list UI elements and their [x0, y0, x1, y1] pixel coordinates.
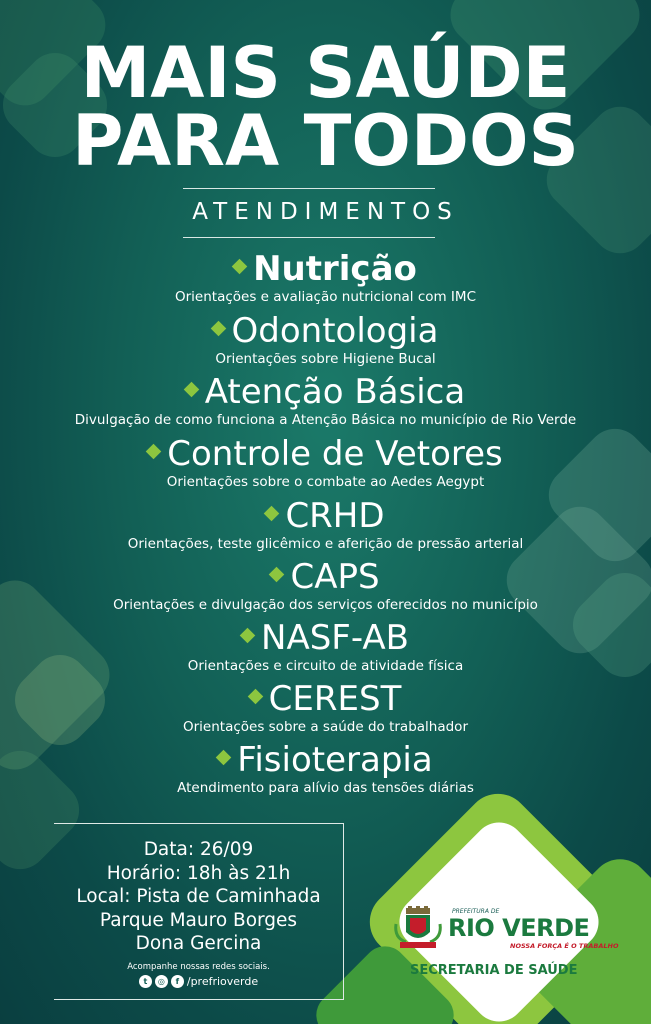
section-heading: ATENDIMENTOS	[192, 199, 459, 225]
bullet-diamond-icon	[146, 444, 162, 460]
logo-slogan: NOSSA FORÇA É O TRABALHO	[510, 942, 619, 950]
title-line-1: MAIS SAÚDE	[80, 32, 571, 114]
service-item	[0, 557, 651, 613]
city-crest-icon	[392, 906, 444, 950]
service-title	[0, 372, 651, 412]
service-name: CAPS	[290, 557, 380, 597]
service-title	[0, 434, 651, 474]
bullet-diamond-icon	[269, 567, 285, 583]
bullet-diamond-icon	[210, 321, 226, 337]
twitter-icon[interactable]: t	[139, 975, 152, 988]
social-invite-text: Acompanhe nossas redes sociais.	[127, 961, 270, 972]
bullet-diamond-icon	[240, 628, 256, 644]
bullet-diamond-icon	[183, 382, 199, 398]
event-place: Local: Pista de Caminhada	[76, 886, 321, 907]
instagram-icon[interactable]: ◎	[155, 975, 168, 988]
title-line-2: PARA TODOS	[72, 100, 579, 182]
logo-city-name: RIO VERDE	[448, 914, 590, 942]
service-name: CRHD	[285, 496, 385, 536]
service-title	[0, 679, 651, 719]
service-description: Orientações sobre o combate ao Aedes Aegypt	[166, 474, 485, 490]
service-item	[0, 372, 651, 428]
event-place-line-3: Dona Gercina	[135, 933, 262, 954]
event-place-line-2: Parque Mauro Borges	[99, 909, 298, 931]
service-title	[0, 740, 651, 780]
heading-top-rule	[183, 188, 435, 189]
service-description: Orientações e circuito de atividade física	[187, 658, 464, 674]
service-description: Orientações, teste glicêmico e aferição de pressão arterial	[127, 536, 524, 552]
service-title	[0, 557, 651, 597]
event-date: Data: 26/09	[143, 839, 254, 860]
service-name: Fisioterapia	[237, 740, 433, 780]
bullet-diamond-icon	[232, 259, 248, 275]
service-item	[0, 740, 651, 796]
service-item	[0, 434, 651, 490]
logo-department: SECRETARIA DE SAÚDE	[410, 963, 578, 978]
social-row	[54, 975, 343, 988]
service-name: Odontologia	[231, 311, 439, 351]
service-description: Divulgação de como funciona a Atenção Básica no município de Rio Verde	[74, 412, 577, 428]
service-item	[0, 311, 651, 367]
facebook-icon[interactable]: f	[171, 975, 184, 988]
service-name: Atenção Básica	[204, 372, 466, 412]
service-name: NASF-AB	[261, 618, 409, 658]
service-name: Controle de Vetores	[167, 434, 503, 474]
event-info	[54, 838, 343, 988]
service-item	[0, 679, 651, 735]
event-time: Horário: 18h às 21h	[106, 862, 291, 884]
bullet-diamond-icon	[247, 689, 263, 705]
service-item	[0, 618, 651, 674]
service-title	[0, 249, 651, 289]
service-description: Orientações sobre a saúde do trabalhador	[182, 719, 468, 735]
service-item	[0, 249, 651, 305]
service-item	[0, 496, 651, 552]
bullet-diamond-icon	[264, 506, 280, 522]
logo-prefeitura: PREFEITURA DE	[452, 908, 500, 915]
heading-bottom-rule	[183, 237, 435, 238]
service-description: Atendimento para alívio das tensões diárias	[177, 780, 474, 796]
service-description: Orientações e avaliação nutricional com IMC	[174, 289, 476, 305]
bullet-diamond-icon	[216, 750, 232, 766]
service-description: Orientações sobre Higiene Bucal	[215, 351, 436, 367]
social-handle[interactable]: /prefrioverde	[186, 974, 259, 988]
service-name: Nutrição	[253, 249, 417, 289]
service-title	[0, 311, 651, 351]
service-name: CEREST	[268, 679, 402, 719]
service-title	[0, 618, 651, 658]
service-title	[0, 496, 651, 536]
service-description: Orientações e divulgação dos serviços oferecidos no município	[113, 597, 538, 613]
